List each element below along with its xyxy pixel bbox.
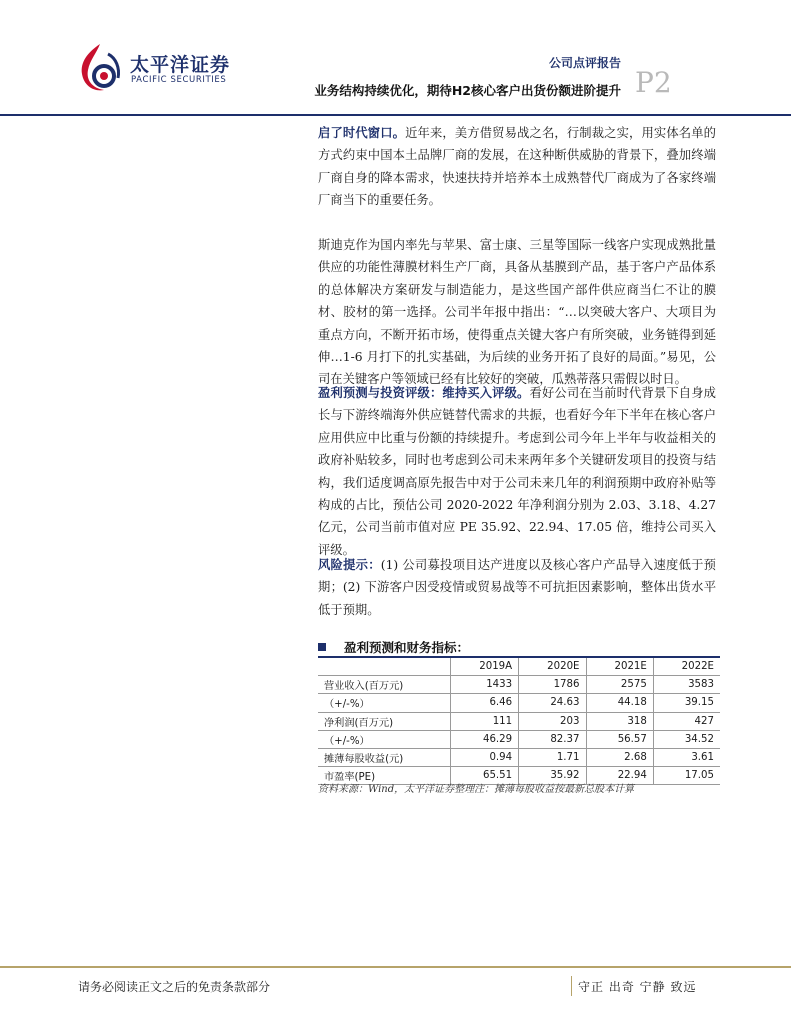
row-label: 市盈率(PE) (318, 767, 451, 785)
paragraph-company (318, 234, 716, 391)
paragraph-risk (318, 554, 716, 621)
table-cell: 24.63 (519, 694, 586, 712)
row-label: 摊薄每股收益(元) (318, 748, 451, 766)
table-cell: 2575 (586, 676, 653, 694)
table-cell: 82.37 (519, 730, 586, 748)
logo-name-cn: 太平洋证券 (130, 54, 231, 76)
paragraph-text: (1) 公司募投项目达产进度以及核心客户产品导入速度低于预期；(2) 下游客户因受疫情或贸易战等不可抗拒因素影响，整体出货水平低于预期。 (318, 558, 716, 617)
company-logo (78, 42, 230, 94)
footer-motto: 守正 出奇 宁静 致远 (578, 980, 697, 994)
table-cell: 1786 (519, 676, 586, 694)
paragraph-lead: 风险提示： (318, 558, 381, 572)
table-cell: 44.18 (586, 694, 653, 712)
table-row (318, 676, 720, 694)
row-label: （+/-%） (318, 730, 451, 748)
paragraph-window (318, 122, 716, 212)
footer-separator (571, 976, 572, 996)
table-header-cell: 2020E (519, 658, 586, 676)
row-label: 净利润(百万元) (318, 712, 451, 730)
row-label: （+/-%） (318, 694, 451, 712)
bullet-square-icon (318, 643, 326, 651)
table-cell: 34.52 (653, 730, 720, 748)
paragraph-lead: 盈利预测与投资评级：维持买入评级。 (318, 386, 530, 400)
table-row (318, 730, 720, 748)
table-header-cell: 2021E (586, 658, 653, 676)
row-label: 营业收入(百万元) (318, 676, 451, 694)
table-cell: 39.15 (653, 694, 720, 712)
table-row (318, 748, 720, 766)
header-divider (0, 114, 791, 116)
table-row (318, 694, 720, 712)
table-cell: 2.68 (586, 748, 653, 766)
table-source-note: 资料来源：Wind，太平洋证券整理注：摊薄每股收益按最新总股本计算 (318, 784, 635, 795)
table-cell: 1.71 (519, 748, 586, 766)
table-cell: 203 (519, 712, 586, 730)
table-header-cell: 2022E (653, 658, 720, 676)
report-type: 公司点评报告 (548, 56, 621, 70)
table-title-text: 盈利预测和财务指标： (344, 640, 470, 655)
paragraph-rating (318, 382, 716, 561)
table-cell: 3.61 (653, 748, 720, 766)
table-cell: 111 (451, 712, 519, 730)
paragraph-text: 斯迪克作为国内率先与苹果、富士康、三星等国际一线客户实现成熟批量供应的功能性薄膜材料生产厂商，具备从基膜到产品，基于客户产品体系的总体解决方案研发与制造能力，是这些国产部件供应商当仁不让的膜材、胶材的第一选择。公司半年报中指出：“…以突破大客户、大项目为重点方向，不断开拓市场，使得重点关键大客户有所突破，业务链得到延伸…1-6 月打下的扎实基础，为后续的业务开拓了良好的局面。”易见，公司在关键客户等领域已经有比较好的突破，瓜熟蒂落只需假以时日。 (318, 238, 716, 387)
table-cell: 1433 (451, 676, 519, 694)
footer-divider (0, 966, 791, 968)
table-row (318, 712, 720, 730)
table-title (318, 638, 469, 656)
table-header-row (318, 658, 720, 676)
table-cell: 65.51 (451, 767, 519, 785)
table-cell: 0.94 (451, 748, 519, 766)
paragraph-text: 看好公司在当前时代背景下自身成长与下游终端海外供应链替代需求的共振，也看好今年下半年在核心客户应用供应中比重与份额的持续提升。考虑到公司今年上半年与收益相关的政府补贴较多，同时也考虑到公司未来两年多个关键研发项目的投资与结构，我们适度调高原先报告中对于公司未来几年的利润预期中政府补贴等构成的占比，预估公司 2020-2022 年净利润分别为 2.03、3.18、4.27 亿元，公司当前市值对应 PE 35.92、22.94、17.05 倍，维持公司买入评级。 (318, 386, 716, 557)
table-cell: 17.05 (653, 767, 720, 785)
table-cell: 46.29 (451, 730, 519, 748)
table-header-cell (318, 658, 451, 676)
table-cell: 56.57 (586, 730, 653, 748)
table-cell: 3583 (653, 676, 720, 694)
table-cell: 427 (653, 712, 720, 730)
footer-disclaimer: 请务必阅读正文之后的免责条款部分 (78, 980, 271, 994)
table-header-cell: 2019A (451, 658, 519, 676)
paragraph-lead: 启了时代窗口。 (318, 126, 406, 140)
report-title: 业务结构持续优化，期待H2核心客户出货份额进阶提升 (314, 83, 621, 98)
table-cell: 318 (586, 712, 653, 730)
table-cell: 6.46 (451, 694, 519, 712)
page-number: P2 (635, 66, 672, 99)
logo-mark-icon (78, 42, 122, 94)
financial-table (318, 658, 720, 785)
paragraph-text: 近年来，美方借贸易战之名，行制裁之实，用实体名单的方式约束中国本土品牌厂商的发展，在这种断供威胁的背景下，叠加终端厂商自身的降本需求，快速扶持并培养本土成熟替代厂商成为了各家终端厂商当下的重要任务。 (318, 126, 716, 208)
table-cell: 22.94 (586, 767, 653, 785)
logo-name-en: PACIFIC SECURITIES (131, 75, 227, 85)
table-cell: 35.92 (519, 767, 586, 785)
